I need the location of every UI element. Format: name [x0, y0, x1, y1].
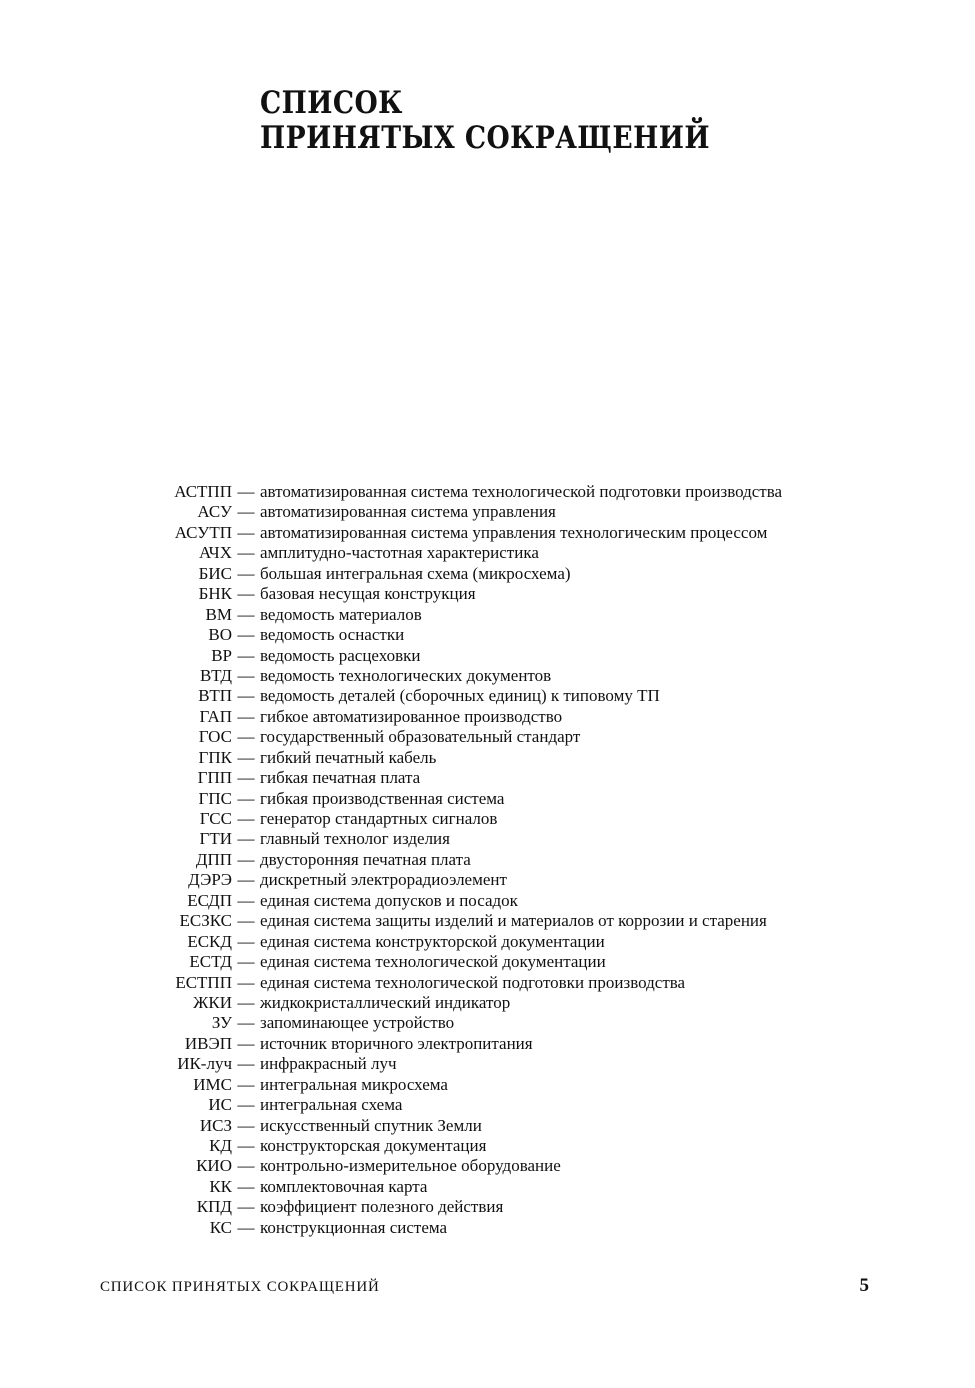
- abbreviation-entry: [100, 1054, 900, 1074]
- abbreviation-term: ЖКИ: [193, 992, 232, 1012]
- em-dash: —: [237, 849, 255, 869]
- abbreviation-entry: [100, 482, 900, 502]
- abbreviation-definition: ведомость расцеховки: [260, 645, 421, 665]
- em-dash: —: [237, 1217, 255, 1237]
- em-dash: —: [237, 563, 255, 583]
- abbreviation-term: ВО: [208, 625, 232, 645]
- em-dash: —: [237, 502, 255, 522]
- abbreviation-term: ИВЭП: [184, 1033, 232, 1053]
- abbreviation-term: ВМ: [205, 604, 232, 624]
- abbreviation-term: КС: [209, 1217, 232, 1237]
- em-dash: —: [237, 829, 255, 849]
- abbreviation-entry: [100, 850, 900, 870]
- abbreviation-entry: [100, 911, 900, 931]
- abbreviation-term: ЕСТПП: [175, 972, 232, 992]
- abbreviation-entry: [100, 502, 900, 522]
- abbreviation-entry: [100, 666, 900, 686]
- abbreviation-term: АСТПП: [174, 482, 232, 501]
- abbreviation-term: КД: [209, 1136, 232, 1155]
- abbreviation-definition: единая система технологической документации: [260, 952, 606, 972]
- em-dash: —: [237, 645, 255, 665]
- abbreviation-entry: [100, 748, 900, 768]
- abbreviation-definition: ведомость материалов: [260, 604, 422, 624]
- abbreviation-entry: [100, 993, 900, 1013]
- abbreviation-definition: интегральная микросхема: [260, 1074, 448, 1094]
- em-dash: —: [237, 482, 255, 501]
- abbreviation-definition: государственный образовательный стандарт: [260, 727, 581, 747]
- page-title-line-1: СПИСОК: [260, 85, 403, 121]
- em-dash: —: [237, 625, 255, 645]
- abbreviation-definition: единая система допусков и посадок: [260, 890, 518, 910]
- em-dash: —: [237, 972, 255, 992]
- abbreviation-term: ГАП: [199, 706, 232, 726]
- abbreviation-definition: инфракрасный луч: [260, 1054, 397, 1074]
- em-dash: —: [237, 809, 255, 828]
- em-dash: —: [237, 543, 255, 563]
- abbreviation-term: АЧХ: [198, 543, 232, 563]
- abbreviation-entry: [100, 768, 900, 788]
- abbreviation-entry: [100, 605, 900, 625]
- abbreviation-entry: [100, 1177, 900, 1197]
- abbreviation-entry: [100, 1013, 900, 1033]
- abbreviation-definition: двусторонняя печатная плата: [260, 849, 471, 869]
- abbreviation-definition: ведомость деталей (сборочных единиц) к типовому ТП: [260, 686, 660, 706]
- em-dash: —: [237, 931, 255, 951]
- em-dash: —: [237, 584, 255, 604]
- em-dash: —: [237, 952, 255, 972]
- abbreviation-definition: интегральная схема: [260, 1095, 403, 1115]
- abbreviation-definition: коэффициент полезного действия: [260, 1197, 504, 1217]
- abbreviation-entry: [100, 1075, 900, 1095]
- abbreviation-term: АСУТП: [174, 522, 232, 542]
- em-dash: —: [237, 890, 255, 910]
- abbreviation-term: КК: [209, 1176, 232, 1196]
- abbreviation-term: АСУ: [197, 502, 232, 522]
- abbreviation-entry: [100, 584, 900, 604]
- abbreviation-term: ЕСДП: [187, 890, 232, 910]
- em-dash: —: [237, 1176, 255, 1196]
- abbreviation-term: КПД: [196, 1197, 232, 1217]
- em-dash: —: [237, 727, 255, 747]
- em-dash: —: [237, 788, 255, 808]
- abbreviation-entry: [100, 707, 900, 727]
- abbreviation-entry: [100, 727, 900, 747]
- abbreviation-term: ДЭРЭ: [188, 870, 232, 890]
- em-dash: —: [237, 1074, 255, 1094]
- abbreviation-entry: [100, 646, 900, 666]
- abbreviation-definition: контрольно-измерительное оборудование: [260, 1156, 561, 1176]
- abbreviation-entry: [100, 625, 900, 645]
- abbreviation-term: ГОС: [198, 727, 232, 747]
- abbreviation-term: ИСЗ: [199, 1115, 232, 1135]
- em-dash: —: [237, 686, 255, 706]
- abbreviation-term: ГСС: [199, 809, 232, 828]
- abbreviation-list: [100, 482, 900, 1238]
- em-dash: —: [237, 1115, 255, 1135]
- abbreviation-term: ВТД: [199, 665, 232, 685]
- abbreviation-term: ЕСТД: [189, 952, 232, 972]
- abbreviation-entry: [100, 564, 900, 584]
- abbreviation-definition: запоминающее устройство: [260, 1013, 455, 1033]
- abbreviation-entry: [100, 1034, 900, 1054]
- abbreviation-entry: [100, 973, 900, 993]
- em-dash: —: [237, 706, 255, 726]
- abbreviation-definition: ведомость оснастки: [260, 625, 405, 645]
- em-dash: —: [237, 768, 255, 788]
- abbreviation-definition: единая система защиты изделий и материалов от коррозии и старения: [260, 911, 767, 931]
- abbreviation-definition: большая интегральная схема (микросхема): [260, 563, 571, 583]
- abbreviation-entry: [100, 789, 900, 809]
- footer-running-title: СПИСОК ПРИНЯТЫХ СОКРАЩЕНИЙ: [100, 1279, 380, 1295]
- abbreviation-definition: источник вторичного электропитания: [260, 1033, 533, 1053]
- abbreviation-term: ЕСЗКС: [179, 911, 232, 931]
- page-title: [260, 86, 710, 156]
- abbreviation-term: ВР: [211, 645, 232, 665]
- em-dash: —: [237, 747, 255, 767]
- abbreviation-entry: [100, 543, 900, 563]
- abbreviation-entry: [100, 952, 900, 972]
- abbreviation-term: ЗУ: [211, 1013, 232, 1033]
- abbreviation-definition: конструкционная система: [260, 1217, 448, 1237]
- abbreviation-term: ГПК: [198, 747, 232, 767]
- abbreviation-definition: искусственный спутник Земли: [260, 1115, 482, 1135]
- em-dash: —: [237, 604, 255, 624]
- abbreviation-definition: автоматизированная система управления технологическим процессом: [260, 522, 768, 542]
- abbreviation-entry: [100, 1156, 900, 1176]
- abbreviation-definition: амплитудно-частотная характеристика: [260, 543, 539, 563]
- abbreviation-entry: [100, 523, 900, 543]
- abbreviation-term: ДПП: [195, 849, 232, 869]
- abbreviation-definition: жидкокристаллический индикатор: [260, 992, 511, 1012]
- em-dash: —: [237, 1095, 255, 1115]
- em-dash: —: [237, 1136, 255, 1155]
- abbreviation-definition: гибкая производственная система: [260, 788, 505, 808]
- abbreviation-term: БНК: [198, 584, 232, 604]
- abbreviation-entry: [100, 686, 900, 706]
- abbreviation-entry: [100, 809, 900, 829]
- em-dash: —: [237, 911, 255, 931]
- abbreviation-term: ЕСКД: [187, 931, 232, 951]
- page-title-line-2: ПРИНЯТЫХ СОКРАЩЕНИЙ: [260, 120, 710, 156]
- abbreviation-definition: главный технолог изделия: [260, 829, 450, 849]
- abbreviation-definition: генератор стандартных сигналов: [260, 809, 498, 828]
- abbreviation-definition: гибкое автоматизированное производство: [260, 706, 563, 726]
- abbreviation-entry: [100, 1095, 900, 1115]
- abbreviation-definition: гибкий печатный кабель: [260, 747, 437, 767]
- abbreviation-entry: [100, 932, 900, 952]
- abbreviation-entry: [100, 891, 900, 911]
- em-dash: —: [237, 870, 255, 890]
- abbreviation-definition: автоматизированная система управления: [260, 502, 556, 522]
- em-dash: —: [237, 1013, 255, 1033]
- abbreviation-definition: дискретный электрорадиоэлемент: [260, 870, 507, 890]
- abbreviation-term: ИМС: [193, 1074, 232, 1094]
- abbreviation-term: БИС: [198, 563, 232, 583]
- abbreviation-definition: конструкторская документация: [260, 1136, 487, 1155]
- abbreviation-term: ГПС: [198, 788, 232, 808]
- abbreviation-definition: единая система конструкторской документации: [260, 931, 605, 951]
- em-dash: —: [237, 992, 255, 1012]
- em-dash: —: [237, 1197, 255, 1217]
- em-dash: —: [237, 1156, 255, 1176]
- abbreviation-entry: [100, 870, 900, 890]
- em-dash: —: [237, 1054, 255, 1074]
- abbreviation-term: КИО: [196, 1156, 232, 1176]
- abbreviation-entry: [100, 829, 900, 849]
- abbreviation-entry: [100, 1197, 900, 1217]
- abbreviation-term: ИК-луч: [177, 1054, 232, 1074]
- abbreviation-entry: [100, 1116, 900, 1136]
- abbreviation-term: ГПП: [197, 768, 232, 788]
- em-dash: —: [237, 1033, 255, 1053]
- abbreviation-term: ИС: [208, 1095, 232, 1115]
- abbreviation-term: ГТИ: [199, 829, 232, 849]
- abbreviation-term: ВТП: [198, 686, 232, 706]
- abbreviation-definition: единая система технологической подготовки производства: [260, 972, 686, 992]
- abbreviation-definition: гибкая печатная плата: [260, 768, 421, 788]
- abbreviation-entry: [100, 1218, 900, 1238]
- abbreviation-definition: ведомость технологических документов: [260, 665, 552, 685]
- abbreviation-definition: автоматизированная система технологической подготовки производства: [260, 482, 783, 501]
- abbreviation-definition: комплектовочная карта: [260, 1176, 428, 1196]
- abbreviation-entry: [100, 1136, 900, 1156]
- em-dash: —: [237, 665, 255, 685]
- abbreviation-definition: базовая несущая конструкция: [260, 584, 476, 604]
- page-number: 5: [859, 1275, 869, 1296]
- em-dash: —: [237, 522, 255, 542]
